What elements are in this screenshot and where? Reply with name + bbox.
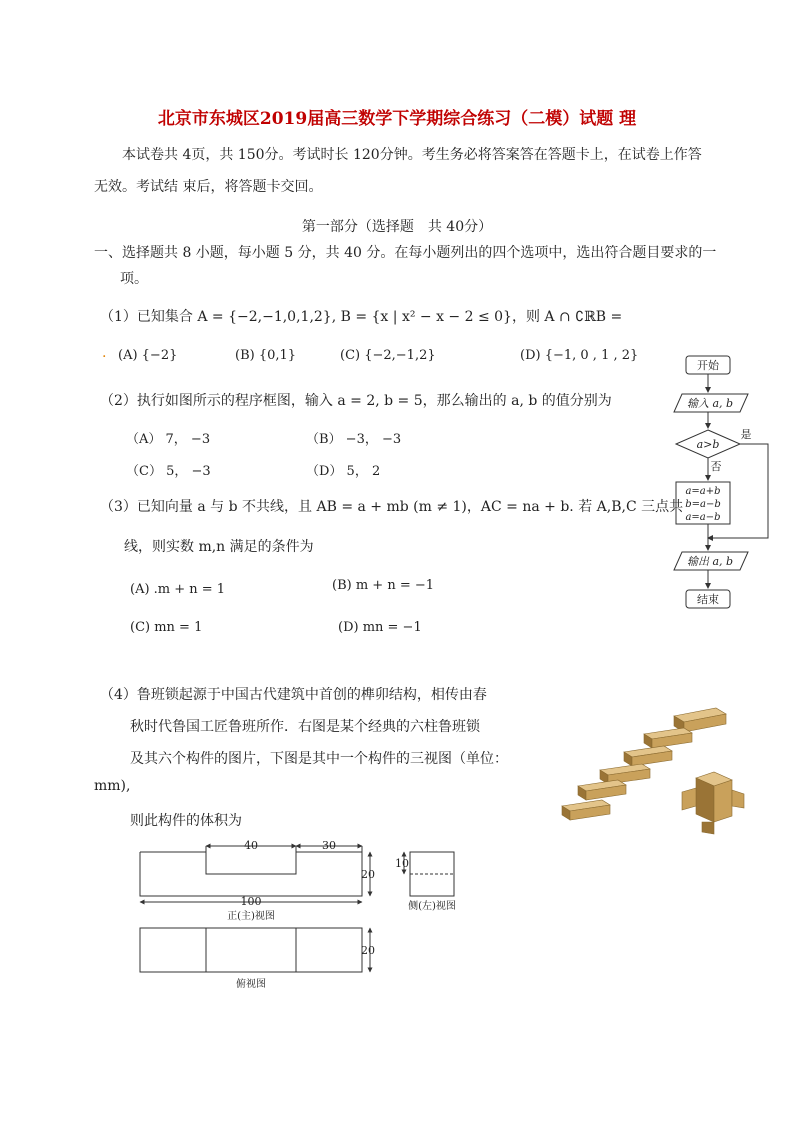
q2-option-a: （A） 7， −3 [126, 432, 211, 447]
luban-lock-illustration [556, 694, 746, 844]
dim-40: 40 [244, 839, 258, 852]
q4-line-3: 及其六个构件的图片，下图是其中一个构件的三视图（单位： [130, 751, 508, 767]
q1-option-a: (A) {−2} [118, 348, 178, 363]
dim-100: 100 [240, 895, 262, 908]
q1-stem: （1）已知集合 A = {−2,−1,0,1,2}, B = {x | x² − x − 2 ≤ 0}，则 A ∩ ∁ℝB = [100, 309, 623, 325]
q2-stem: （2）执行如图所示的程序框图，输入 a = 2, b = 5，那么输出的 a, b 的值分别为 [100, 393, 612, 409]
dim-30: 30 [322, 839, 336, 852]
page-title: 北京市东城区2019届高三数学下学期综合练习（二模）试题 理 [157, 109, 637, 129]
flow-end-text: 结束 [697, 593, 719, 606]
q2-option-d: （D） 5， 2 [306, 464, 381, 479]
flow-step-2: b=a−b [685, 499, 721, 510]
flow-output-text: 输出 a, b [686, 555, 734, 568]
front-view-outline [140, 852, 362, 896]
flow-yes-label: 是 [740, 428, 752, 441]
flow-condition-text: a>b [696, 438, 720, 451]
flow-step-3: a=a−b [685, 512, 721, 523]
dim-20-front: 20 [361, 868, 375, 881]
flowchart [664, 352, 774, 614]
flow-no-label: 否 [710, 460, 722, 473]
q3-option-b: (B) m + n = −1 [332, 578, 435, 593]
three-views-drawing [134, 836, 474, 996]
front-view-label: 正(主)视图 [227, 911, 275, 922]
q3-option-a: (A) .m + n = 1 [130, 582, 226, 597]
q4-line-2: 秋时代鲁国工匠鲁班所作．右图是某个经典的六柱鲁班锁 [130, 719, 480, 735]
q3-stem-2: 线，则实数 m,n 满足的条件为 [124, 539, 314, 555]
intro-line-2: 无效。考试结 束后，将答题卡交回。 [94, 179, 323, 195]
top-view-label: 俯视图 [236, 979, 266, 990]
flow-input-text: 输入 a, b [686, 397, 734, 410]
q4-line-4: mm), [94, 778, 131, 794]
q3-option-c: (C) mn = 1 [130, 620, 203, 635]
q4-line-1: （4）鲁班锁起源于中国古代建筑中首创的榫卯结构，相传由春 [100, 687, 487, 703]
top-view-outline [140, 928, 362, 972]
q1-option-b: (B) {0,1} [235, 348, 297, 363]
flow-start-text: 开始 [697, 359, 719, 372]
section1-line-1: 一、选择题共 8 小题，每小题 5 分，共 40 分。在每小题列出的四个选项中，选出符合题目要求的一 [94, 245, 717, 261]
q3-option-d: (D) mn = −1 [338, 620, 422, 635]
q1-option-d: (D) {−1, 0 , 1 , 2} [520, 348, 639, 363]
section1-line-2: 项。 [120, 271, 148, 287]
part1-heading: 第一部分（选择题 共 40分） [301, 219, 493, 235]
intro-line-1: 本试卷共 4页，共 150分。考试时长 120分钟。考生务必将答案答在答题卡上，在试卷上作答 [122, 147, 702, 163]
q1-option-c: (C) {−2,−1,2} [340, 348, 436, 363]
flow-step-1: a=a+b [685, 486, 721, 497]
q2-option-b: （B） −3， −3 [306, 432, 402, 447]
q3-stem: （3）已知向量 a 与 b 不共线，且 AB = a + mb (m ≠ 1)，AC = na + b. 若 A,B,C 三点共 [100, 499, 684, 515]
q1-dot: . [102, 345, 107, 361]
dim-10: 10 [395, 857, 409, 870]
dim-20-top: 20 [361, 944, 375, 957]
q4-line-5: 则此构件的体积为 [130, 813, 242, 829]
q2-option-c: （C） 5， −3 [126, 464, 211, 479]
side-view-label: 侧(左)视图 [408, 901, 456, 912]
